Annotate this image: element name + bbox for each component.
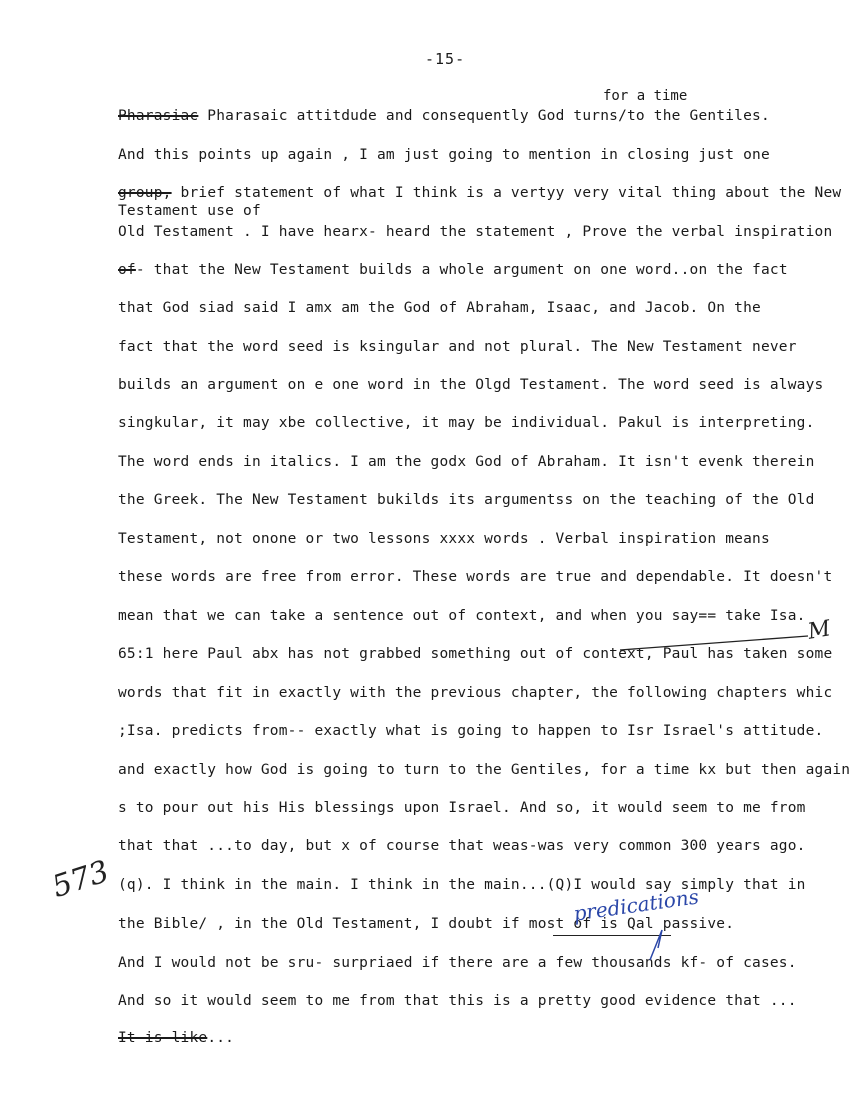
line-text: brief statement of what I think is a vertyy very vital thing about the New (171, 185, 842, 201)
line-text: 65:1 here Paul abx has not grabbed something out of context, Paul has taken some (118, 646, 833, 662)
struck-text: group, (118, 185, 172, 201)
text-line (118, 1030, 234, 1046)
text-line (118, 916, 734, 932)
line-text: that that ...to day, but x of course that weas-was very common 300 years ago. (118, 838, 806, 854)
line-text: (q). I think in the main. I think in the main...(Q)I would say simply that in (118, 877, 806, 893)
line-text: ;Isa. predicts from-- exactly what is going to happen to Isr Israel's attitude. (118, 723, 824, 739)
struck-text: It is like (118, 1030, 208, 1046)
line-text: Testament, not onone or two lessons xxxx words . Verbal inspiration means (118, 531, 770, 547)
text-line (118, 377, 823, 393)
margin-page-number-handwritten: 573 (47, 854, 114, 905)
line-text: Old Testament . I have hearx- heard the statement , Prove the verbal inspiration (118, 224, 833, 240)
text-line (118, 877, 806, 893)
text-line (118, 723, 823, 739)
line-text: singkular, it may xbe collective, it may be individual. Pakul is interpreting. (118, 415, 815, 431)
line-text: these words are free from error. These words are true and dependable. It doesn't (118, 569, 833, 585)
text-line (118, 108, 770, 124)
line-text: the Greek. The New Testament bukilds its argumentss on the teaching of the Old (118, 492, 815, 508)
line-text: mean that we can take a sentence out of context, and when you say== take Isa. (118, 608, 806, 624)
line-text: ... (207, 1030, 235, 1046)
right-margin-mark: M (806, 616, 833, 645)
text-line (118, 147, 770, 163)
text-line (118, 203, 261, 219)
text-line (118, 955, 797, 971)
text-line (118, 685, 832, 701)
line-text: And so it would seem to me from that this is a pretty good evidence that ... (118, 993, 797, 1009)
line-text: builds an argument on e one word in the Olgd Testament. The word seed is always (118, 377, 824, 393)
line-text: And this points up again , I am just going to mention in closing just one (118, 147, 770, 163)
text-line (118, 262, 788, 278)
struck-text: Pharasiac (118, 108, 199, 124)
text-line (118, 646, 832, 662)
page-number: -15- (425, 50, 466, 68)
line-text: The word ends in italics. I am the godx God of Abraham. It isn't evenk therein (118, 454, 815, 470)
typed-insertion: for a time (603, 88, 688, 104)
line-text: - that the New Testament builds a whole argument on one word..on the fact (135, 262, 788, 278)
text-line (118, 993, 797, 1009)
insertion-blank (553, 935, 671, 936)
text-line (118, 224, 832, 240)
line-text: the Bible/ , in the Old Testament, I doubt if most of is Qal passive. (118, 916, 735, 932)
text-line (118, 608, 806, 624)
line-text: And I would not be sru- surpriaed if there are a few thousands kf- of cases. (118, 955, 797, 971)
line-text: words that fit in exactly with the previous chapter, the following chapters whic (118, 685, 833, 701)
line-text: Pharasaic attitdude and consequently God turns/to the Gentiles. (198, 108, 770, 124)
text-line (118, 185, 841, 201)
text-line (118, 339, 797, 355)
handwritten-insertion: predications (571, 884, 701, 926)
text-line (118, 569, 832, 585)
text-line (118, 762, 850, 778)
text-line (118, 454, 815, 470)
text-line (118, 492, 815, 508)
text-line (118, 415, 815, 431)
line-text: and exactly how God is going to turn to the Gentiles, for a time kx but then again (118, 762, 851, 778)
line-text: that God siad said I amx am the God of Abraham, Isaac, and Jacob. On the (118, 300, 761, 316)
line-text: fact that the word seed is ksingular and not plural. The New Testament never (118, 339, 797, 355)
text-line (118, 800, 806, 816)
text-line (118, 300, 761, 316)
text-line (118, 531, 770, 547)
line-text: s to pour out his His blessings upon Israel. And so, it would seem to me from (118, 800, 806, 816)
line-text: Testament use of (118, 203, 261, 219)
text-line (118, 838, 806, 854)
struck-text: of (118, 262, 136, 278)
